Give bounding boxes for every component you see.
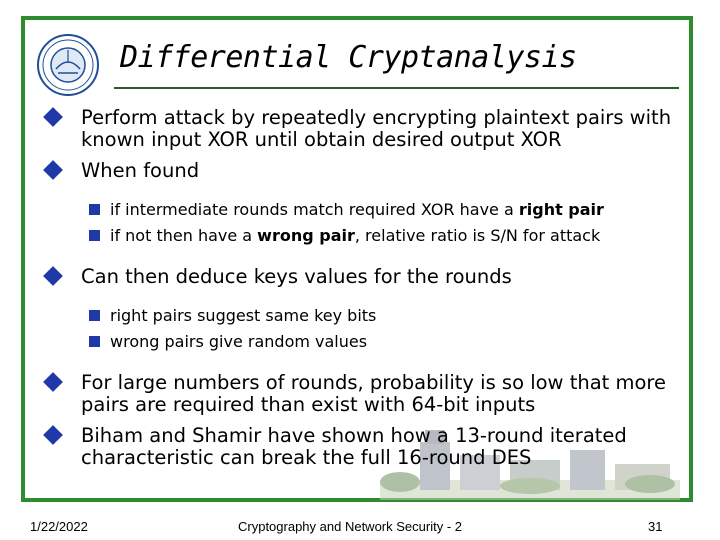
square-bullet-icon — [89, 336, 100, 347]
bullet-item — [44, 160, 689, 182]
square-bullet-icon — [89, 310, 100, 321]
bullet-item — [44, 266, 689, 288]
bullet-item — [44, 107, 689, 151]
bullet-text: Can then deduce keys values for the rounds — [81, 265, 512, 288]
bullet-text: wrong pairs give random values — [110, 332, 368, 351]
diamond-bullet-icon — [43, 266, 63, 286]
bullet-text: if intermediate rounds match required XOR have a — [110, 200, 519, 219]
bullet-list — [44, 107, 689, 478]
sub-bullet-item: if not then have a wrong pair, relative ratio is S/N for attack — [44, 226, 689, 245]
bold-term: wrong pair — [257, 226, 355, 245]
bold-term: right pair — [518, 200, 604, 219]
footer-course-title: Cryptography and Network Security - 2 — [238, 519, 462, 534]
sub-bullet-item — [44, 332, 689, 351]
bullet-text: When found — [81, 159, 200, 182]
bullet-item — [44, 372, 689, 416]
bullet-text: Perform attack by repeatedly encrypting plaintext pairs with known input XOR until obtain desired output XOR — [81, 106, 672, 151]
sub-bullet-item — [44, 306, 689, 325]
university-seal-icon — [36, 33, 100, 97]
diamond-bullet-icon — [43, 372, 63, 392]
bullet-item — [44, 425, 689, 469]
bullet-text: For large numbers of rounds, probability is so low that more pairs are required than exist with 64-bit inputs — [81, 371, 667, 416]
title-underline — [114, 87, 679, 89]
bullet-text: Biham and Shamir have shown how a 13-round iterated characteristic can break the full 16-round DES — [81, 424, 627, 469]
square-bullet-icon — [89, 230, 100, 241]
footer-page-number: 31 — [648, 519, 663, 534]
diamond-bullet-icon — [43, 107, 63, 127]
diamond-bullet-icon — [43, 425, 63, 445]
square-bullet-icon — [89, 204, 100, 215]
diamond-bullet-icon — [43, 160, 63, 180]
bullet-text: if not then have a — [110, 226, 258, 245]
slide-title: Differential Cryptanalysis — [120, 40, 577, 75]
sub-bullet-item — [44, 200, 689, 219]
footer-date: 1/22/2022 — [30, 519, 88, 534]
bullet-text: right pairs suggest same key bits — [110, 306, 377, 325]
